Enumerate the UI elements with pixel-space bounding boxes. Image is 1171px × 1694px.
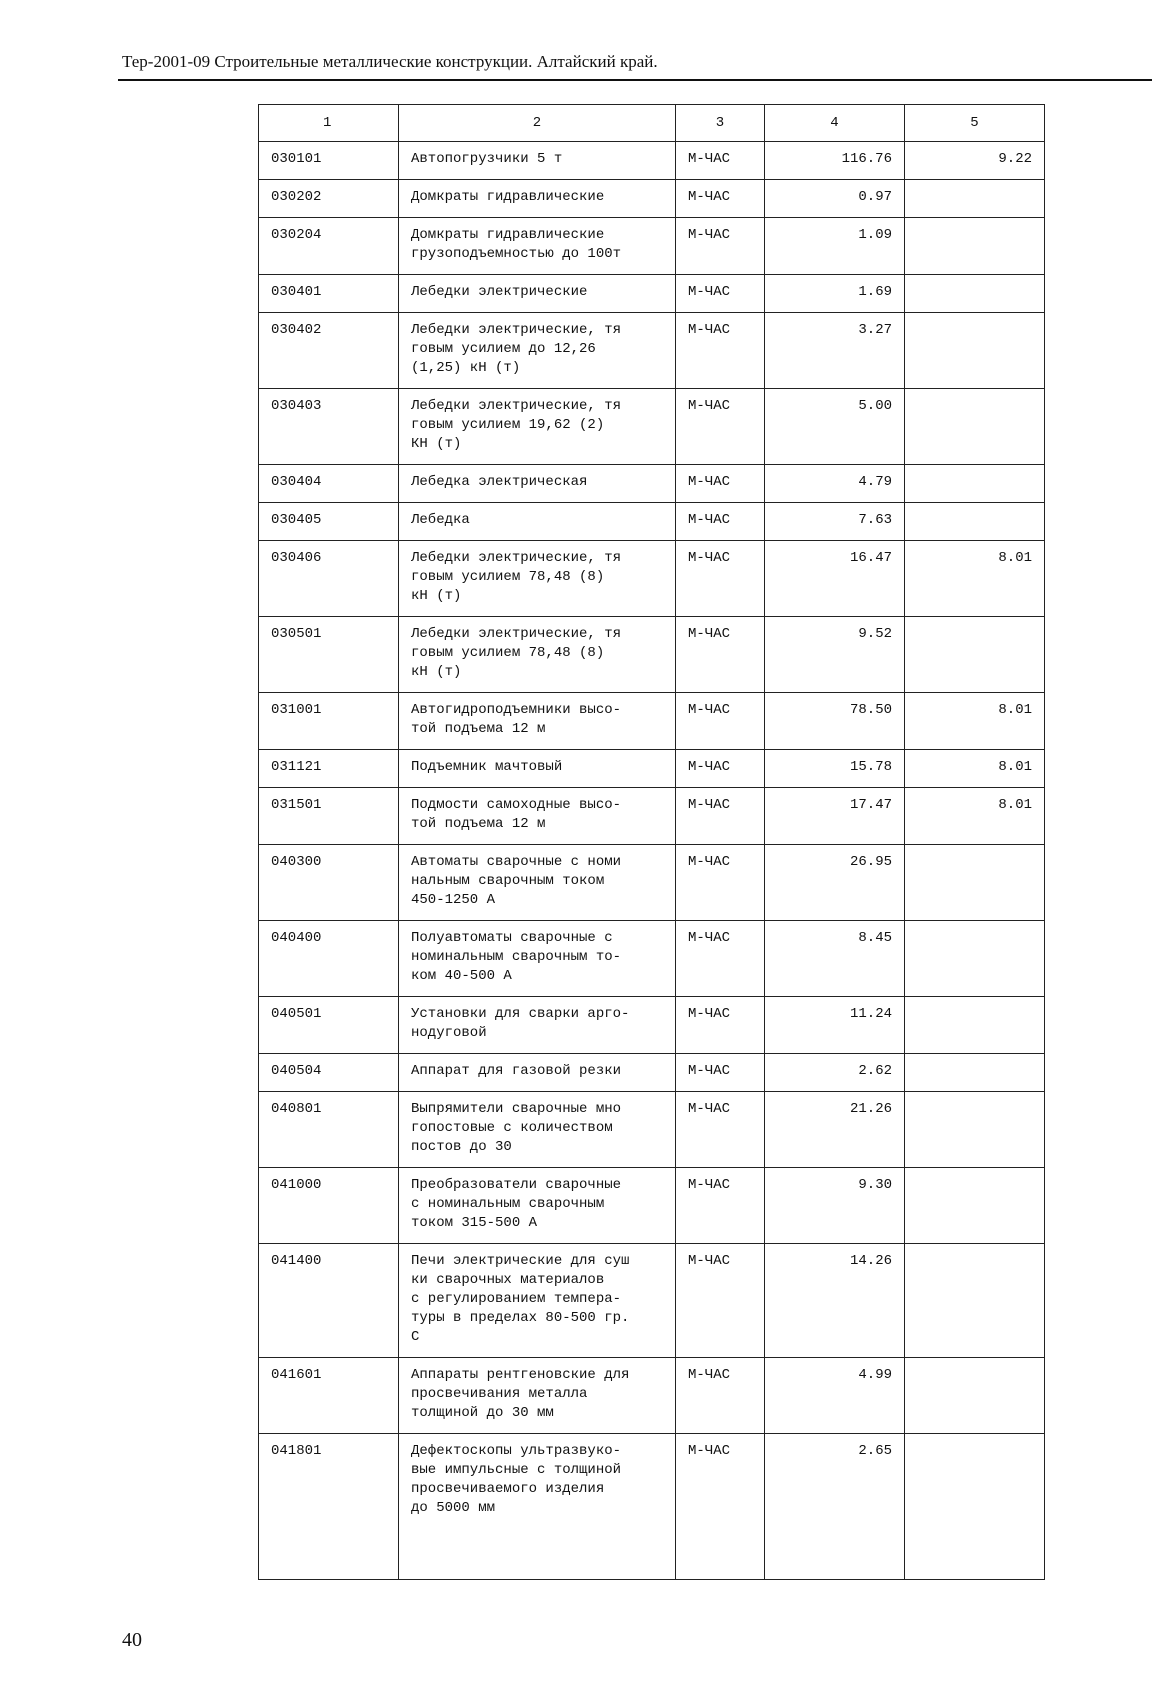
extra-cell — [905, 1168, 1045, 1244]
code-cell: 030404 — [259, 465, 399, 503]
name-cell: Автоматы сварочные с номи нальным сварочным током 450-1250 А — [399, 845, 676, 921]
extra-cell: 8.01 — [905, 693, 1045, 750]
unit-cell: М-ЧАС — [676, 503, 765, 541]
unit-cell: М-ЧАС — [676, 1244, 765, 1358]
name-cell: Лебедка электрическая — [399, 465, 676, 503]
rate-cell: 5.00 — [765, 389, 905, 465]
name-cell: Лебедки электрические — [399, 275, 676, 313]
unit-cell: М-ЧАС — [676, 921, 765, 997]
unit-cell: М-ЧАС — [676, 313, 765, 389]
code-cell: 030402 — [259, 313, 399, 389]
column-number: 1 — [259, 105, 399, 142]
code-cell: 030101 — [259, 142, 399, 180]
extra-cell — [905, 1434, 1045, 1580]
unit-cell: М-ЧАС — [676, 465, 765, 503]
table-row — [259, 750, 1045, 788]
rate-cell: 17.47 — [765, 788, 905, 845]
table-row — [259, 313, 1045, 389]
name-cell: Лебедка — [399, 503, 676, 541]
code-cell: 040504 — [259, 1054, 399, 1092]
extra-cell — [905, 1358, 1045, 1434]
page-header-title: Тер-2001-09 Строительные металлические конструкции. Алтайский край. — [122, 52, 658, 71]
extra-cell — [905, 180, 1045, 218]
unit-cell: М-ЧАС — [676, 788, 765, 845]
name-cell: Домкраты гидравлические — [399, 180, 676, 218]
code-cell: 030405 — [259, 503, 399, 541]
name-cell: Лебедки электрические, тя говым усилием 78,48 (8) кН (т) — [399, 541, 676, 617]
code-cell: 040400 — [259, 921, 399, 997]
name-cell: Выпрямители сварочные мно гопостовые с количеством постов до 30 — [399, 1092, 676, 1168]
machine-rates-table — [258, 104, 1045, 1580]
rate-cell: 14.26 — [765, 1244, 905, 1358]
extra-cell — [905, 465, 1045, 503]
rate-cell: 4.79 — [765, 465, 905, 503]
unit-cell: М-ЧАС — [676, 1092, 765, 1168]
name-cell: Автопогрузчики 5 т — [399, 142, 676, 180]
unit-cell: М-ЧАС — [676, 218, 765, 275]
extra-cell — [905, 845, 1045, 921]
unit-cell: М-ЧАС — [676, 275, 765, 313]
column-number-row — [259, 105, 1045, 142]
name-cell: Аппараты рентгеновские для просвечивания металла толщиной до 30 мм — [399, 1358, 676, 1434]
code-cell: 030202 — [259, 180, 399, 218]
rate-cell: 2.62 — [765, 1054, 905, 1092]
table-row — [259, 1244, 1045, 1358]
name-cell: Полуавтоматы сварочные с номинальным сварочным то- ком 40-500 А — [399, 921, 676, 997]
code-cell: 031121 — [259, 750, 399, 788]
table-row — [259, 1054, 1045, 1092]
extra-cell: 8.01 — [905, 788, 1045, 845]
rate-cell: 0.97 — [765, 180, 905, 218]
unit-cell: М-ЧАС — [676, 142, 765, 180]
table-row — [259, 1358, 1045, 1434]
column-number: 3 — [676, 105, 765, 142]
name-cell: Лебедки электрические, тя говым усилием 19,62 (2) КН (т) — [399, 389, 676, 465]
extra-cell — [905, 313, 1045, 389]
rate-cell: 21.26 — [765, 1092, 905, 1168]
unit-cell: М-ЧАС — [676, 1358, 765, 1434]
rate-cell: 116.76 — [765, 142, 905, 180]
unit-cell: М-ЧАС — [676, 617, 765, 693]
rate-cell: 3.27 — [765, 313, 905, 389]
unit-cell: М-ЧАС — [676, 180, 765, 218]
table-row — [259, 845, 1045, 921]
rate-cell: 8.45 — [765, 921, 905, 997]
code-cell: 041601 — [259, 1358, 399, 1434]
code-cell: 030406 — [259, 541, 399, 617]
name-cell: Подмости самоходные высо- той подъема 12 м — [399, 788, 676, 845]
name-cell: Домкраты гидравлические грузоподъемностью до 100т — [399, 218, 676, 275]
code-cell: 041400 — [259, 1244, 399, 1358]
table-row — [259, 617, 1045, 693]
extra-cell — [905, 921, 1045, 997]
name-cell: Аппарат для газовой резки — [399, 1054, 676, 1092]
extra-cell — [905, 1054, 1045, 1092]
name-cell: Установки для сварки арго- нодуговой — [399, 997, 676, 1054]
table-row — [259, 142, 1045, 180]
name-cell: Автогидроподъемники высо- той подъема 12 м — [399, 693, 676, 750]
table-row — [259, 1168, 1045, 1244]
code-cell: 041000 — [259, 1168, 399, 1244]
table-row — [259, 180, 1045, 218]
table-row — [259, 503, 1045, 541]
code-cell: 030403 — [259, 389, 399, 465]
code-cell: 031001 — [259, 693, 399, 750]
table-row — [259, 389, 1045, 465]
extra-cell: 8.01 — [905, 541, 1045, 617]
rate-cell: 9.52 — [765, 617, 905, 693]
rate-cell: 78.50 — [765, 693, 905, 750]
extra-cell — [905, 617, 1045, 693]
extra-cell — [905, 389, 1045, 465]
unit-cell: М-ЧАС — [676, 1434, 765, 1580]
table-row — [259, 921, 1045, 997]
code-cell: 041801 — [259, 1434, 399, 1580]
name-cell: Лебедки электрические, тя говым усилием 78,48 (8) кН (т) — [399, 617, 676, 693]
unit-cell: М-ЧАС — [676, 997, 765, 1054]
unit-cell: М-ЧАС — [676, 389, 765, 465]
unit-cell: М-ЧАС — [676, 1054, 765, 1092]
name-cell: Преобразователи сварочные с номинальным сварочным током 315-500 А — [399, 1168, 676, 1244]
name-cell: Печи электрические для суш ки сварочных материалов с регулированием темпера- туры в пределах 80-500 гр. С — [399, 1244, 676, 1358]
code-cell: 040300 — [259, 845, 399, 921]
rate-cell: 4.99 — [765, 1358, 905, 1434]
table-row — [259, 788, 1045, 845]
unit-cell: М-ЧАС — [676, 750, 765, 788]
table-row — [259, 465, 1045, 503]
column-number: 5 — [905, 105, 1045, 142]
unit-cell: М-ЧАС — [676, 1168, 765, 1244]
code-cell: 040801 — [259, 1092, 399, 1168]
unit-cell: М-ЧАС — [676, 693, 765, 750]
code-cell: 030501 — [259, 617, 399, 693]
table-row — [259, 218, 1045, 275]
extra-cell: 8.01 — [905, 750, 1045, 788]
rate-cell: 2.65 — [765, 1434, 905, 1580]
table-row — [259, 693, 1045, 750]
rate-cell: 1.09 — [765, 218, 905, 275]
name-cell: Подъемник мачтовый — [399, 750, 676, 788]
code-cell: 040501 — [259, 997, 399, 1054]
rate-cell: 16.47 — [765, 541, 905, 617]
extra-cell — [905, 997, 1045, 1054]
code-cell: 030401 — [259, 275, 399, 313]
rate-cell: 26.95 — [765, 845, 905, 921]
extra-cell — [905, 503, 1045, 541]
column-number: 2 — [399, 105, 676, 142]
column-number: 4 — [765, 105, 905, 142]
code-cell: 030204 — [259, 218, 399, 275]
extra-cell — [905, 1092, 1045, 1168]
table-row — [259, 1434, 1045, 1580]
code-cell: 031501 — [259, 788, 399, 845]
page-number: 40 — [122, 1629, 142, 1651]
unit-cell: М-ЧАС — [676, 845, 765, 921]
extra-cell: 9.22 — [905, 142, 1045, 180]
extra-cell — [905, 275, 1045, 313]
rate-cell: 1.69 — [765, 275, 905, 313]
unit-cell: М-ЧАС — [676, 541, 765, 617]
table-row — [259, 1092, 1045, 1168]
extra-cell — [905, 1244, 1045, 1358]
name-cell: Лебедки электрические, тя говым усилием до 12,26 (1,25) кН (т) — [399, 313, 676, 389]
rate-cell: 11.24 — [765, 997, 905, 1054]
table-row — [259, 541, 1045, 617]
rate-cell: 9.30 — [765, 1168, 905, 1244]
extra-cell — [905, 218, 1045, 275]
header-rule — [118, 79, 1152, 81]
name-cell: Дефектоскопы ультразвуко- вые импульсные с толщиной просвечиваемого изделия до 5000 мм — [399, 1434, 676, 1580]
rate-cell: 7.63 — [765, 503, 905, 541]
table-row — [259, 275, 1045, 313]
rate-cell: 15.78 — [765, 750, 905, 788]
table-row — [259, 997, 1045, 1054]
